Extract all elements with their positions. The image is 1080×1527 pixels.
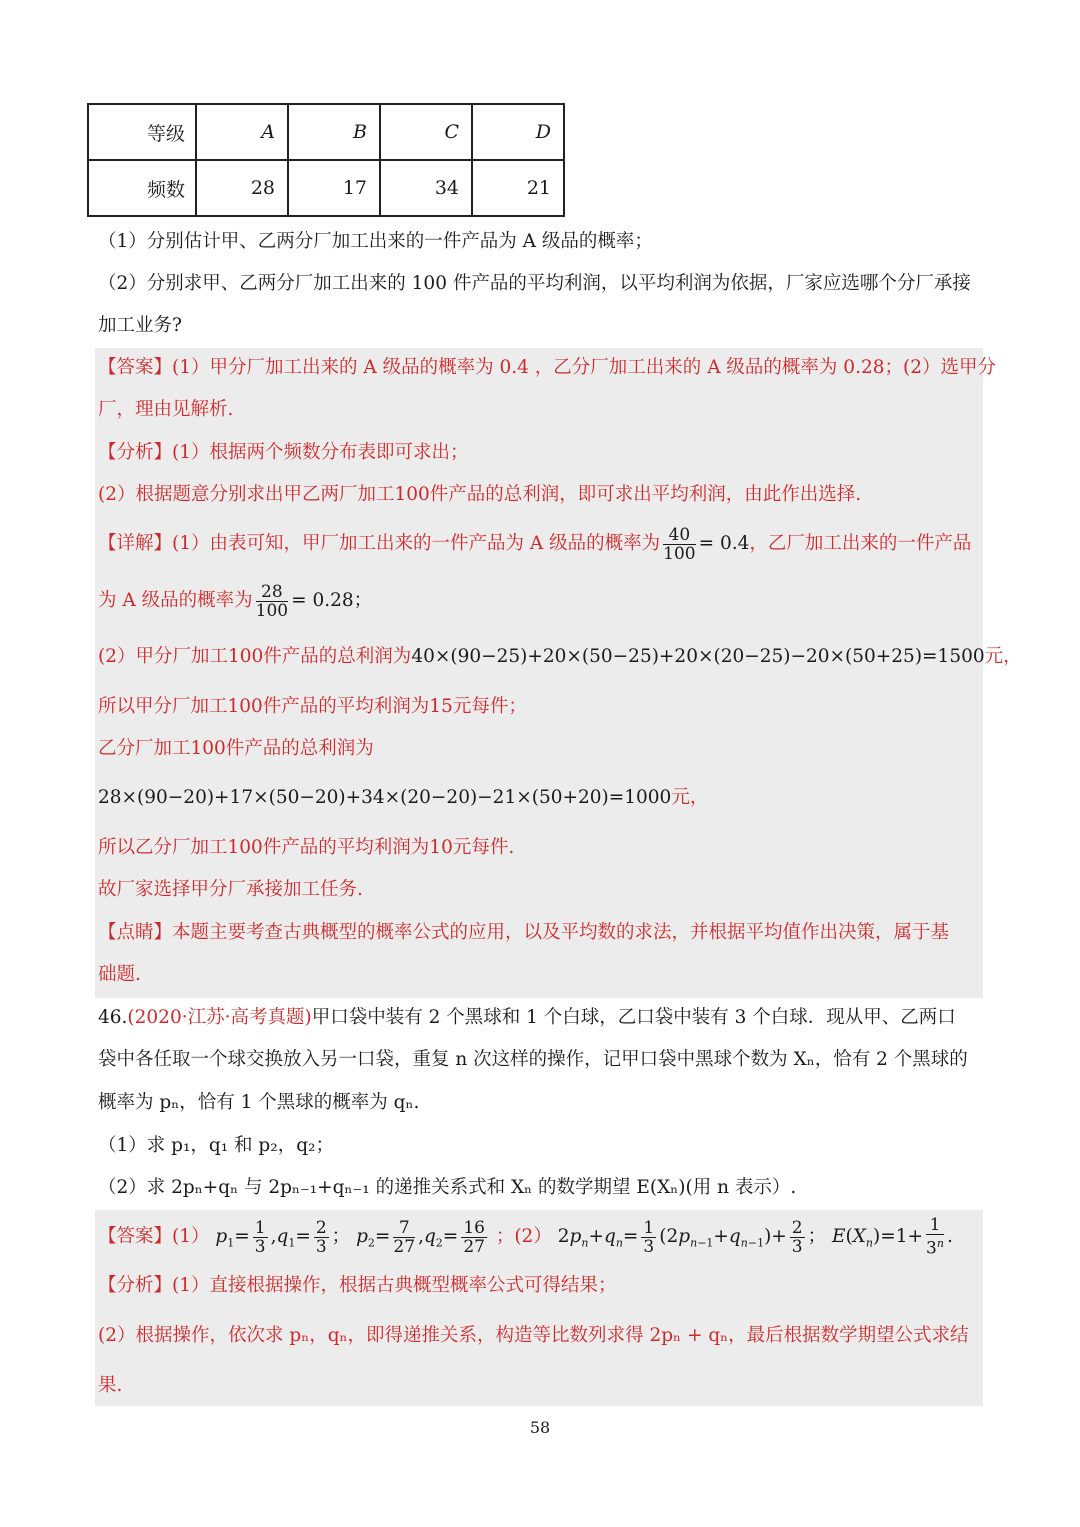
question-part-2-cont: 加工业务?: [98, 315, 182, 336]
table-cell: 17: [288, 160, 380, 216]
detail-line-5: 乙分厂加工100件产品的总利润为: [98, 738, 374, 759]
detail-text: 元，: [671, 787, 709, 808]
table-cell: 28: [196, 160, 288, 216]
table-cell: B: [288, 104, 380, 160]
question-source: (2020·江苏·高考真题): [127, 1007, 312, 1028]
table-cell: 21: [472, 160, 564, 216]
equation: 40×(90−25)+20×(50−25)+20×(20−25)−20×(50+25)=1500: [411, 646, 985, 667]
comment-line: [98, 912, 983, 954]
answer-46-line: [98, 1216, 983, 1265]
analysis-text: (1）直接根据操作，根据古典概型概率公式可得结果；: [172, 1275, 617, 1296]
detail-line-2: [98, 580, 983, 622]
detail-text: 元，: [984, 646, 1022, 667]
equation: 28×(90−20)+17×(50−20)+34×(20−20)−21×(50+20)=1000: [98, 787, 672, 808]
question-part-1: （1）分别估计甲、乙两分厂加工出来的一件产品为 A 级品的概率；: [98, 231, 653, 252]
analysis-text: (1）根据两个频数分布表即可求出；: [172, 442, 469, 463]
detail-line-1: [98, 523, 983, 565]
analysis-46-line: [98, 1265, 983, 1307]
analysis-46-line-2: (2）根据操作，依次求 pₙ，qₙ，即得递推关系，构造等比数列求得 2pₙ + qₙ，最后根据数学期望公式求结: [98, 1325, 969, 1346]
page-number: 58: [529, 1418, 551, 1437]
fraction: [256, 583, 288, 620]
numerator: 28: [256, 583, 288, 602]
frequency-table: [87, 103, 565, 217]
analysis-line-2: (2）根据题意分别求出甲乙两厂加工100件产品的总利润，即可求出平均利润，由此作出选择.: [98, 484, 862, 505]
numerator: 40: [663, 526, 695, 545]
table-cell: 34: [380, 160, 472, 216]
detail-line-4: 所以甲分厂加工100件产品的平均利润为15元每件；: [98, 696, 527, 717]
detail-line-8: 故厂家选择甲分厂承接加工任务.: [98, 879, 363, 900]
table-cell: 等级: [88, 104, 196, 160]
answer-line: [98, 347, 996, 389]
table-cell: D: [472, 104, 564, 160]
answer-text: (1）甲分厂加工出来的 A 级品的概率为 0.4 ，乙分厂加工出来的 A 级品的概率为 0.28；(2）选甲分: [172, 357, 996, 378]
answer-tag: 【答案】: [98, 1226, 173, 1247]
denominator: 100: [663, 543, 696, 564]
equation: = 0.28；: [291, 590, 373, 611]
table-cell: A: [196, 104, 288, 160]
detail-tag: 【详解】: [98, 533, 173, 554]
comment-tag: 【点睛】: [98, 922, 173, 943]
detail-text: 为 A 级品的概率为: [98, 590, 253, 611]
detail-line-7: 所以乙分厂加工100件产品的平均利润为10元每件.: [98, 837, 515, 858]
detail-line-6: [98, 777, 983, 819]
answer-text: (1）: [172, 1226, 210, 1247]
analysis-tag: 【分析】: [98, 1275, 173, 1296]
fraction: [663, 526, 695, 563]
analysis-line: [98, 432, 983, 474]
table-row: [88, 160, 564, 216]
detail-line-3: [98, 636, 1022, 678]
detail-text: (2）甲分厂加工100件产品的总利润为: [98, 646, 412, 667]
question-46-line-2: 袋中各任取一个球交换放入另一口袋，重复 n 次这样的操作，记甲口袋中黑球个数为 Xₙ，恰有 2 个黑球的: [98, 1049, 968, 1070]
detail-text: (1）由表可知，甲厂加工出来的一件产品为 A 级品的概率为: [172, 533, 661, 554]
equation: = 0.4: [698, 533, 750, 554]
answer-formula-1: $p_1=$ $\frac{1}{3}$ $,q_1=$ $\frac{2}{3}$ ； $p_2=$ $\frac{7}{27}$ $,q_2=$ $\frac{16}{27}$: [215, 1217, 485, 1257]
analysis-46-line-3: 果.: [98, 1375, 123, 1396]
comment-text: 本题主要考查古典概型的概率公式的应用，以及平均数的求法，并根据平均值作出决策，属于基: [172, 922, 950, 943]
table-cell: 频数: [88, 160, 196, 216]
question-46-line-3: 概率为 pₙ，恰有 1 个黑球的概率为 qₙ.: [98, 1092, 420, 1113]
question-46-part-1: （1）求 p₁，q₁ 和 p₂，q₂；: [98, 1135, 334, 1156]
question-part-2: （2）分别求甲、乙两分厂加工出来的 100 件产品的平均利润，以平均利润为依据，厂家应选哪个分厂承接: [98, 273, 971, 294]
comment-line-2: 础题.: [98, 964, 141, 985]
detail-text: ，乙厂加工出来的一件产品: [749, 533, 972, 554]
question-text: 甲口袋中装有 2 个黑球和 1 个白球，乙口袋中装有 3 个白球．现从甲、乙两口: [311, 1007, 956, 1028]
analysis-tag: 【分析】: [98, 442, 173, 463]
answer-line-2: 厂，理由见解析.: [98, 399, 234, 420]
question-46-line-1: [98, 997, 983, 1039]
question-number: 46.: [98, 1007, 128, 1028]
table-row: [88, 104, 564, 160]
denominator: 100: [255, 600, 289, 621]
question-46-part-2: （2）求 2pₙ+qₙ 与 2pₙ₋₁+qₙ₋₁ 的递推关系式和 Xₙ 的数学期望 E(Xₙ)(用 n 表示）.: [98, 1177, 797, 1198]
answer-formula-2: $2p_n+q_n=$ $\frac{1}{3}$ $(2p_{n-1}+q_{n-1})+$ $\frac{2}{3}$ ； $E(X_n)=1+$ $\frac{1}{3^n}$ .: [557, 1215, 953, 1259]
answer-text: ；(2）: [495, 1226, 552, 1247]
answer-tag: 【答案】: [98, 357, 173, 378]
table-cell: C: [380, 104, 472, 160]
